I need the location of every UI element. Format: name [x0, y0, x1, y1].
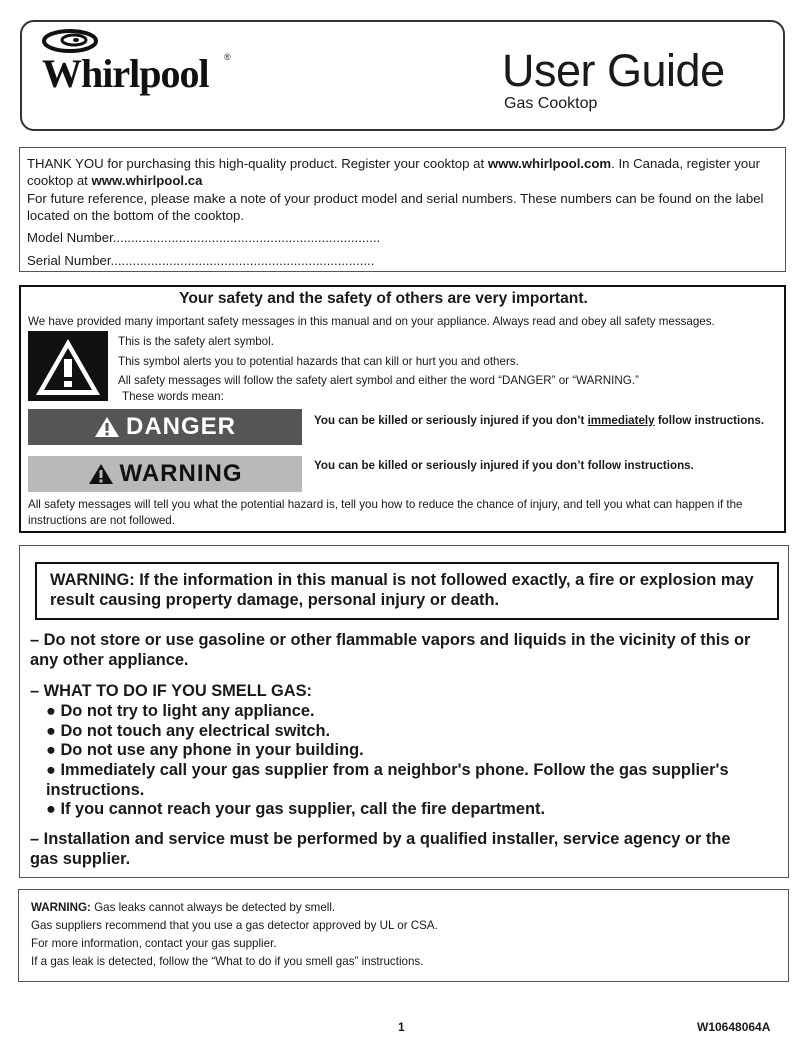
page-subtitle: Gas Cooktop — [504, 95, 598, 112]
registered-mark: ® — [224, 52, 231, 62]
danger-banner — [28, 409, 302, 445]
danger-msg-post: follow instructions. — [654, 414, 765, 427]
leak-line1-rest: Gas leaks cannot always be detected by smell. — [90, 901, 336, 914]
url-us-link[interactable]: www.whirlpool.com — [487, 156, 612, 171]
page-number: 1 — [398, 1020, 405, 1034]
gas-item-smell-gas: – WHAT TO DO IF YOU SMELL GAS: — [30, 682, 312, 700]
safety-alert-icon — [28, 331, 108, 401]
leak-line: Gas suppliers recommend that you use a gas detector approved by UL or CSA. — [31, 919, 438, 932]
reference-text: For future reference, please make a note of your product model and serial numbers. These numbers can be found on the label located on the bottom of the cooktop. — [27, 191, 764, 223]
safety-heading: Your safety and the safety of others are very important. — [179, 290, 588, 307]
url-ca-link[interactable]: www.whirlpool.ca — [91, 173, 203, 188]
gas-warning-text: WARNING: If the information in this manual is not followed exactly, a fire or explosion may result causing property damage, personal injury or death. — [50, 571, 754, 609]
alert-line: This is the safety alert symbol. — [118, 335, 274, 348]
thank-you-mid: . In Canada, register your cooktop at — [27, 156, 760, 188]
danger-message — [314, 414, 764, 427]
leak-warning-label: WARNING: — [31, 901, 91, 914]
leak-line — [31, 901, 335, 914]
whirlpool-logo — [36, 28, 236, 98]
gas-bullet: ● Immediately call your gas supplier from a neighbor's phone. Follow the gas supplier's instructions. — [46, 761, 729, 799]
danger-label: DANGER — [125, 413, 236, 440]
warning-triangle-icon — [94, 416, 120, 438]
alert-line: This symbol alerts you to potential hazards that can kill or hurt you and others. — [118, 355, 519, 368]
leak-line: For more information, contact your gas supplier. — [31, 937, 277, 950]
alert-line: These words mean: — [122, 390, 224, 403]
gas-bullet: ● Do not touch any electrical switch. — [46, 722, 331, 740]
danger-msg-emphasis: immediately — [587, 414, 655, 427]
gas-bullet: ● If you cannot reach your gas supplier, call the fire department. — [46, 800, 546, 818]
warning-message: You can be killed or seriously injured if you don’t follow instructions. — [314, 459, 694, 472]
alert-line: All safety messages will follow the safety alert symbol and either the word “DANGER” or “WARNING.” — [118, 374, 639, 387]
thank-you-pre: THANK YOU for purchasing this high-quality product. Register your cooktop at — [27, 156, 488, 171]
gas-bullet: ● Do not use any phone in your building. — [46, 741, 364, 759]
brand-name: Whirlpool — [42, 51, 209, 96]
gas-bullet: ● Do not try to light any appliance. — [46, 702, 315, 720]
serial-number-line: Serial Number........................................................................ — [27, 253, 375, 268]
safety-intro: We have provided many important safety messages in this manual and on your appliance. Always read and obey all safety messages. — [28, 315, 715, 328]
gas-item-flammable: – Do not store or use gasoline or other flammable vapors and liquids in the vicinity of this or any other appliance. — [30, 631, 751, 669]
thank-you-text — [27, 155, 779, 189]
document-code: W10648064A — [697, 1020, 771, 1034]
warning-banner — [28, 456, 302, 492]
warning-triangle-icon — [88, 463, 114, 485]
leak-line: If a gas leak is detected, follow the “What to do if you smell gas” instructions. — [31, 955, 424, 968]
warning-label: WARNING — [119, 460, 243, 487]
model-number-line: Model Number......................................................................... — [27, 230, 381, 245]
safety-footer-text: All safety messages will tell you what the potential hazard is, tell you how to reduce the chance of injury, and tell you what can happen if the instructions are not followed. — [28, 498, 743, 527]
gas-item-installation: – Installation and service must be performed by a qualified installer, service agency or the gas supplier. — [30, 830, 731, 868]
registration-box — [19, 147, 786, 272]
danger-msg-pre: You can be killed or seriously injured if you don’t — [314, 414, 588, 427]
page-title: User Guide — [502, 45, 725, 96]
